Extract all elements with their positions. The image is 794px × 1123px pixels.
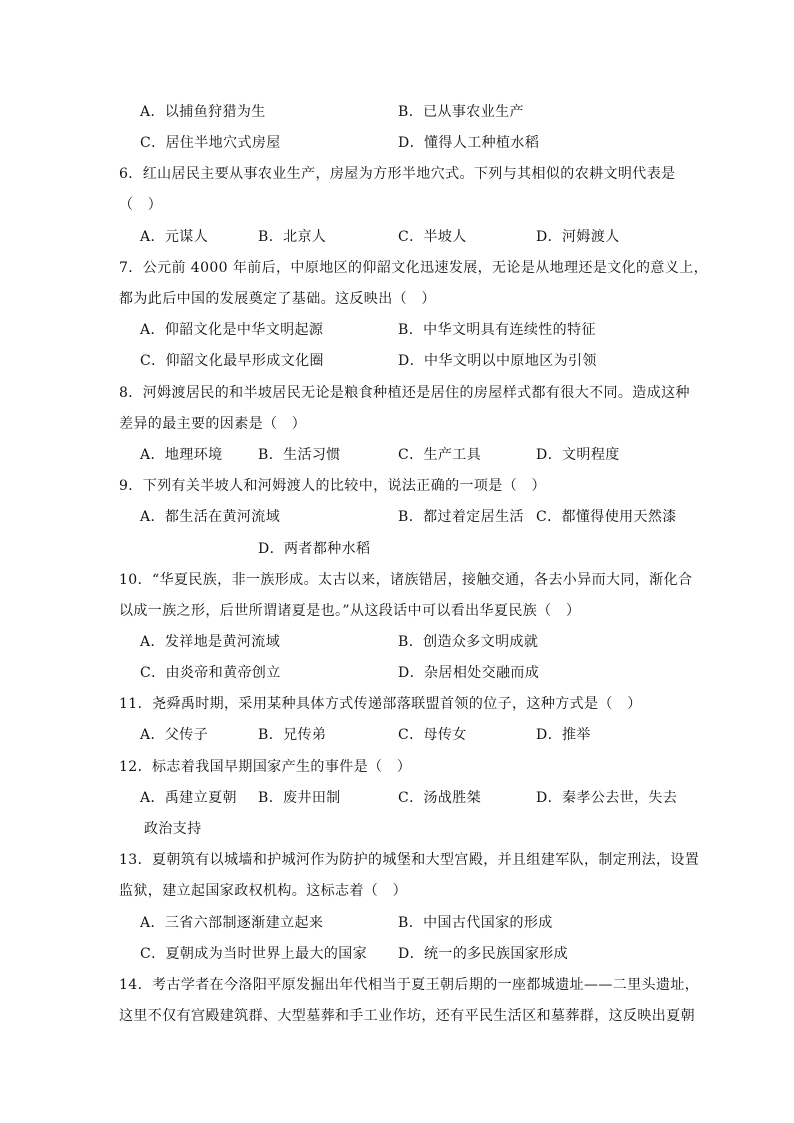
q7-option-d: D．中华文明以中原地区为引领 <box>398 353 597 369</box>
q13-stem-line2: 监狱，建立起国家政权机构。这标志着（ ） <box>119 883 407 899</box>
q14-stem-line2: 这里不仅有宫殿建筑群、大型墓葬和手工业作坊，还有平民生活区和墓葬群，这反映出夏朝 <box>119 1008 695 1024</box>
q8-stem-line1: 8．河姆渡居民的和半坡居民无论是粮食种植还是居住的房屋样式都有很大不同。造成这种 <box>119 385 690 401</box>
q9-stem-line1: 9．下列有关半坡人和河姆渡人的比较中，说法正确的一项是（ ） <box>119 478 546 494</box>
q7-stem-line1: 7．公元前 4000 年前后，中原地区的仰韶文化迅速发展，无论是从地理还是文化的意义上， <box>119 260 709 276</box>
q12-option-d-continued: 政治支持 <box>144 821 202 837</box>
q11-option-a: A．父传子 <box>140 727 209 743</box>
q13-option-b: B．中国古代国家的形成 <box>398 915 553 931</box>
q6-option-a: A．元谋人 <box>140 229 209 245</box>
q10-option-c: C．由炎帝和黄帝创立 <box>140 665 281 681</box>
q11-option-b: B．兄传弟 <box>258 727 327 743</box>
q12-stem-line1: 12．标志着我国早期国家产生的事件是（ ） <box>119 759 412 775</box>
q6-option-d: D．河姆渡人 <box>536 229 620 245</box>
q8-option-a: A．地理环境 <box>140 447 223 463</box>
q12-option-c: C．汤战胜桀 <box>398 790 482 806</box>
q7-option-c: C．仰韶文化最早形成文化圈 <box>140 353 324 369</box>
q10-option-a: A．发祥地是黄河流域 <box>140 634 281 650</box>
q10-option-b: B．创造众多文明成就 <box>398 634 539 650</box>
q6-stem-line1: 6．红山居民主要从事农业生产，房屋为方形半地穴式。下列与其相似的农耕文明代表是 <box>119 166 676 182</box>
q11-option-d: D．推举 <box>536 727 591 743</box>
q10-stem-line1: 10．“华夏民族，非一族形成。太古以来，诸族错居，接触交通，各去小异而大同，渐化合 <box>119 572 693 588</box>
q13-option-c: C．夏朝成为当时世界上最大的国家 <box>140 946 368 962</box>
q9-option-c: C．都懂得使用天然漆 <box>536 509 677 525</box>
q10-option-d: D．杂居相处交融而成 <box>398 665 540 681</box>
q8-stem-line2: 差异的最主要的因素是（ ） <box>119 416 307 432</box>
q12-option-d: D．秦孝公去世，失去 <box>536 790 678 806</box>
q6-option-c: C．半坡人 <box>398 229 467 245</box>
q7-stem-line2: 都为此后中国的发展奠定了基础。这反映出（ ） <box>119 291 436 307</box>
q7-option-b: B．中华文明具有连续性的特征 <box>398 322 596 338</box>
q9-option-d: D．两者都种水稻 <box>258 541 371 557</box>
q13-option-d: D．统一的多民族国家形成 <box>398 946 569 962</box>
q9-option-a: A．都生活在黄河流域 <box>140 509 281 525</box>
q7-option-a: A．仰韶文化是中华文明起源 <box>140 322 324 338</box>
q13-stem-line1: 13．夏朝筑有以城墙和护城河作为防护的城堡和大型宫殿，并且组建军队，制定刑法，设置 <box>119 852 700 868</box>
q14-stem-line1: 14．考古学者在今洛阳平原发掘出年代相当于夏王朝后期的一座都城遗址——二里头遗址， <box>119 977 700 993</box>
q6-option-b: B．北京人 <box>258 229 327 245</box>
q11-stem-line1: 11．尧舜禹时期，采用某种具体方式传递部落联盟首领的位子，这种方式是（ ） <box>119 696 642 712</box>
q12-option-a: A．禹建立夏朝 <box>140 790 237 806</box>
q8-option-d: D．文明程度 <box>536 447 620 463</box>
q11-option-c: C．母传女 <box>398 727 467 743</box>
q12-option-b: B．废井田制 <box>258 790 341 806</box>
q6-stem-line2: （ ） <box>119 197 163 213</box>
q9-option-b: B．都过着定居生活 <box>398 509 524 525</box>
q8-option-b: B．生活习惯 <box>258 447 341 463</box>
q5-option-d: D．懂得人工种植水稻 <box>398 135 540 151</box>
q5-option-c: C．居住半地穴式房屋 <box>140 135 281 151</box>
q10-stem-line2: 以成一族之形，后世所谓诸夏是也。”从这段话中可以看出华夏民族（ ） <box>119 603 581 619</box>
q8-option-c: C．生产工具 <box>398 447 482 463</box>
q13-option-a: A．三省六部制逐渐建立起来 <box>140 915 324 931</box>
q5-option-b: B．已从事农业生产 <box>398 104 524 120</box>
q5-option-a: A．以捕鱼狩猎为生 <box>140 104 266 120</box>
